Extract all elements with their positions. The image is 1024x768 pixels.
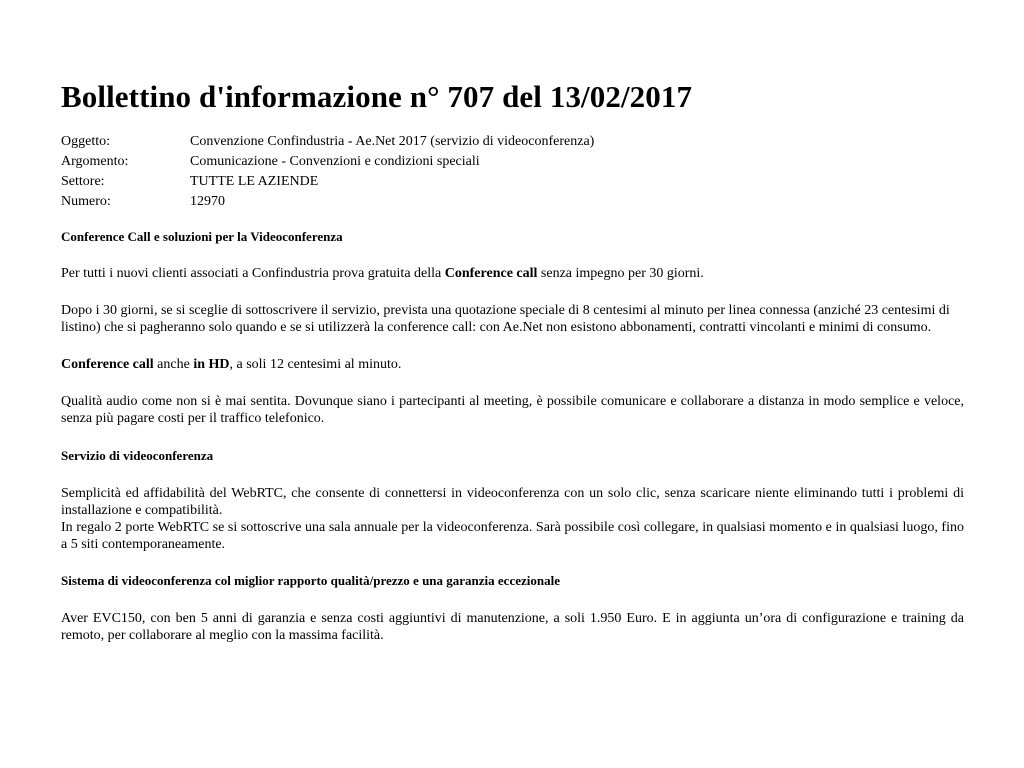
paragraph-hd — [61, 356, 964, 373]
meta-value: Comunicazione - Convenzioni e condizioni speciali — [190, 154, 480, 169]
page-title: Bollettino d'informazione n° 707 del 13/02/2017 — [61, 79, 693, 114]
meta-table — [61, 132, 594, 212]
bold-text: in HD — [193, 357, 230, 372]
meta-value: 12970 — [190, 194, 225, 209]
bold-text: Conference call — [444, 266, 538, 281]
paragraph-audio-quality: Qualità audio come non si è mai sentita. Dovunque siano i partecipanti al meeting, è possibile comunicare e collaborare a distanza in modo semplice e veloce, senza più pagare costi per il traffico telefonico. — [61, 394, 964, 426]
paragraph-trial — [61, 265, 964, 282]
meta-row-numero — [61, 192, 594, 212]
meta-value: TUTTE LE AZIENDE — [190, 174, 319, 189]
meta-row-argomento — [61, 152, 594, 172]
section-title-system: Sistema di videoconferenza col miglior rapporto qualità/prezzo e una garanzia eccezionale — [61, 573, 560, 588]
text-span: senza impegno per 30 giorni. — [537, 266, 704, 281]
bold-text: Conference call — [61, 357, 154, 372]
meta-row-settore — [61, 172, 594, 192]
meta-key: Numero: — [61, 194, 111, 209]
section-title-videoconference: Servizio di videoconferenza — [61, 448, 214, 463]
meta-key: Oggetto: — [61, 134, 110, 149]
text-span: Per tutti i nuovi clienti associati a Confindustria prova gratuita della — [61, 266, 445, 281]
meta-row-oggetto — [61, 132, 594, 152]
paragraph-aver: Aver EVC150, con ben 5 anni di garanzia e senza costi aggiuntivi di manutenzione, a soli 1.950 Euro. E in aggiunta un’ora di configurazione e training da remoto, per collaborare al meglio con la massima facilità. — [61, 611, 964, 643]
text-span: , a soli 12 centesimi al minuto. — [229, 357, 402, 372]
section-title-conference: Conference Call e soluzioni per la Videoconferenza — [61, 229, 343, 244]
paragraph-pricing: Dopo i 30 giorni, se si sceglie di sottoscrivere il servizio, prevista una quotazione speciale di 8 centesimi al minuto per linea connessa (anziché 23 centesimi di listino) che si pagheranno solo quando e se si utilizzerà la conference call: con Ae.Net non esistono abbonamenti, contratti vincolanti e minimi di consumo. — [61, 303, 950, 335]
paragraph-webrtc: Semplicità ed affidabilità del WebRTC, che consente di connettersi in videoconferenza con un solo clic, senza scaricare niente eliminando tutti i problemi di installazione e compatibilità. — [61, 486, 964, 518]
text-span: anche — [153, 357, 194, 372]
meta-value: Convenzione Confindustria - Ae.Net 2017 (servizio di videoconferenza) — [190, 134, 595, 149]
meta-key: Settore: — [61, 174, 105, 189]
paragraph-gift-ports: In regalo 2 porte WebRTC se si sottoscrive una sala annuale per la videoconferenza. Sarà possibile così collegare, in qualsiasi momento e in qualsiasi luogo, fino a 5 siti contemporaneamente. — [61, 520, 964, 552]
meta-key: Argomento: — [61, 154, 129, 169]
